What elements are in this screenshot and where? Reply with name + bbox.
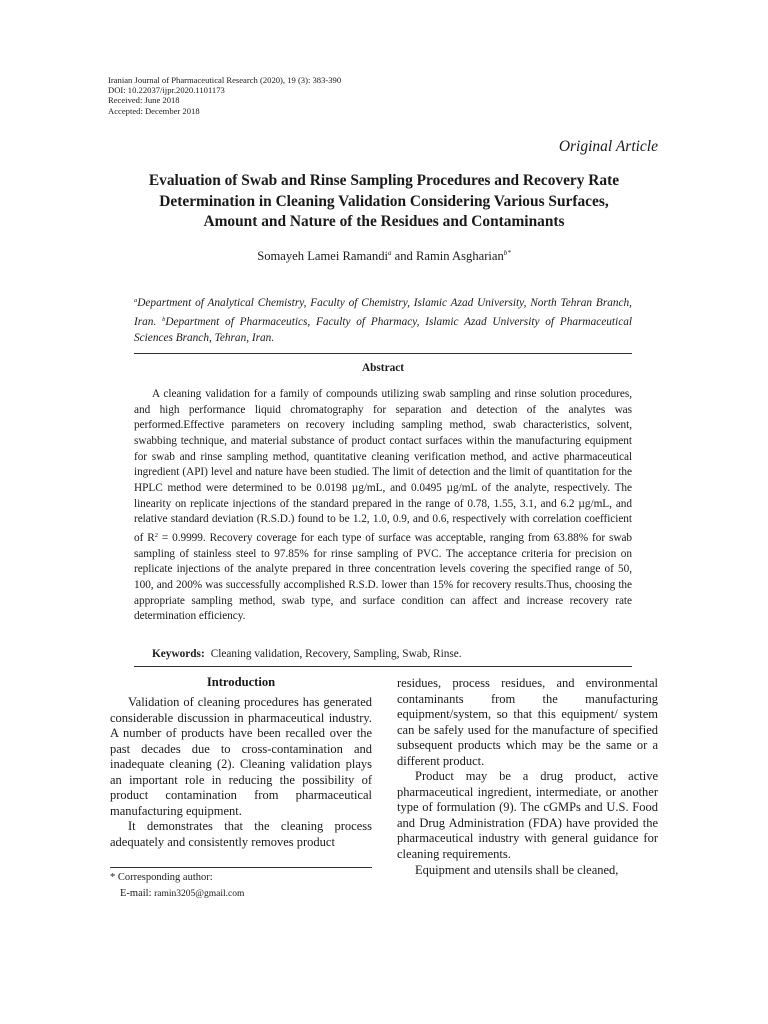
keywords-value: Cleaning validation, Recovery, Sampling, Swab, Rinse. — [210, 648, 462, 660]
journal-citation: Iranian Journal of Pharmaceutical Research (2020), 19 (3): 383-390 — [108, 75, 342, 85]
affil-mark: b* — [503, 249, 511, 257]
email-address: ramin3205@gmail.com — [154, 889, 245, 899]
footnote-divider — [110, 867, 372, 868]
affiliation-b: Department of Pharmaceutics, Faculty of Pharmacy, Islamic Azad University of Pharmaceutical Sciences Branch, Tehran, Iran. — [134, 315, 632, 344]
article-type: Original Article — [558, 138, 658, 155]
author-name: Somayeh Lamei Ramandi — [257, 249, 388, 263]
keywords-label: Keywords: — [152, 648, 205, 660]
footnote — [110, 870, 244, 902]
paper-title: Evaluation of Swab and Rinse Sampling Procedures and Recovery Rate Determination in Cleaning Validation Considering Various Surfaces, Amount and Nature of the Residues and Contaminants — [148, 172, 620, 230]
email-label: E-mail: — [120, 888, 152, 899]
section-heading: Introduction — [206, 675, 276, 689]
received-date: Received: June 2018 — [108, 95, 180, 106]
affil-mark: b — [162, 315, 166, 323]
divider-top — [134, 353, 632, 354]
abstract-text: = 0.9999. Recovery coverage for each type of surface was acceptable, ranging from 63.88% for swab sampling of stainless steel to 97.85% for rinse sampling of PVC. The acceptance criteria for precision on replicate injections of the analyte prepared in three concentration levels covering the specified range of 50, 100, and 200% was successfully accomplished R.S.D. lower than 15% for recovery results.Thus, choosing the appropriate sampling method, swab type, and surface condition can affect and increase recovery rate determination efficiency. — [134, 531, 633, 623]
affil-mark: a — [388, 249, 392, 257]
paragraph: Validation of cleaning procedures has generated considerable discussion in pharmaceutical industry. A number of products have been recalled over the past decades due to cross-contamination and inadequate cleaning (2). Cleaning validation plays an important role in reducing the possibility of product contamination from pharmaceutical manufacturing equipment. — [110, 695, 372, 818]
journal-doi: DOI: 10.22037/ijpr.2020.1101173 — [108, 85, 225, 96]
abstract-text: A cleaning validation for a family of compounds utilizing swab sampling and rinse solution procedures, and high performance liquid chromatography for separation and detection of the analytes was performed.Effective parameters on recovery including sampling method, swab characteristics, solvent, swabbing technique, and material substance of product contact surfaces within the manufacturing equipment for swab and rinse sampling method, quantitative cleaning verification method, and active pharmaceutical ingredient (API) level and nature have been studied. The limit of detection and the limit of quantitation for the HPLC method were determined to be 0.0198 µg/mL, and 0.0495 µg/mL of the analyte, respectively. The linearity on replicate injections of the standard prepared in the range of 0.78, 1.55, 3.1, and 6.2 µg/mL, and relative standard deviation (R.S.D.) found to be 1.2, 1.0, 0.9, and 0.6, respectively with correlation coefficient of R — [134, 388, 632, 544]
paragraph: residues, process residues, and environmental contaminants from the manufacturing equipment/system, so that this equipment/ system can be safely used for the manufacture of specified subsequent products which may be the same or a different product. — [397, 676, 658, 768]
divider-bottom — [134, 666, 632, 667]
paragraph: Equipment and utensils shall be cleaned, — [415, 862, 619, 877]
corresponding-author: * Corresponding author: — [110, 872, 213, 883]
accepted-date: Accepted: December 2018 — [108, 105, 200, 116]
paragraph: Product may be a drug product, active pharmaceutical ingredient, intermediate, or another type of formulation (9). The cGMPs and U.S. Food and Drug Administration (FDA) have provided the pharmaceutical industry with general guidance for cleaning requirements. — [397, 769, 658, 862]
abstract-body — [134, 387, 632, 625]
paragraph: It demonstrates that the cleaning process adequately and consistently removes product — [110, 819, 372, 849]
keywords — [152, 648, 462, 660]
affiliations — [134, 293, 632, 347]
left-column — [110, 695, 372, 850]
affiliation-a: Department of Analytical Chemistry, Faculty of Chemistry, Islamic Azad University, North Tehran Branch, Iran. — [134, 297, 632, 328]
right-column — [397, 676, 658, 878]
journal-info — [108, 75, 341, 116]
author-list — [134, 249, 634, 264]
abstract-heading: Abstract — [361, 362, 405, 374]
author-name: Ramin Asgharian — [416, 249, 504, 263]
affil-mark: a — [134, 297, 138, 304]
superscript: 2 — [154, 531, 158, 539]
author-connector: and — [394, 249, 413, 263]
